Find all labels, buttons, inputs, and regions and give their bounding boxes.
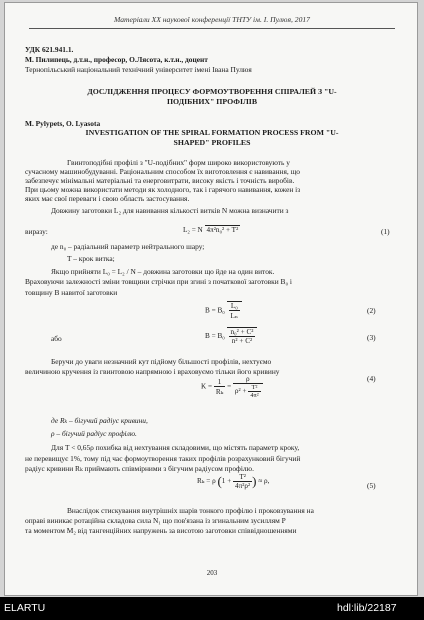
eq5-inner-term: 1 + bbox=[221, 477, 232, 486]
eq2-fraction bbox=[229, 302, 241, 320]
eq3-numerator: n₀² + C² bbox=[230, 328, 254, 336]
para3-line: Якщо прийняти L₀ = L₂ / N – довжина заготовки що йде на один виток. bbox=[51, 267, 275, 276]
eq2-numerator: L₀ bbox=[229, 302, 241, 311]
para3-line: Враховуючи залежності зміни товщини стрічки при згині з початкової заготовки B₀ і bbox=[25, 277, 292, 286]
para2-line: виразу: bbox=[25, 227, 48, 236]
equation-2 bbox=[205, 301, 242, 320]
equation-1 bbox=[183, 225, 240, 234]
eq4-f2-numerator: ρ bbox=[233, 375, 263, 384]
para1-line: забезпечує мінімальні матеріальні та енерговитрати, високу якість і точність виробів. bbox=[25, 176, 295, 185]
authors-en: M. Pylypets, O. Lyasota bbox=[25, 119, 101, 128]
eq4-inner-numerator: T² bbox=[248, 384, 260, 392]
university: Тернопільський національний технічний університет імені Івана Пулюя bbox=[25, 65, 252, 74]
eq3-denominator: n² + C² bbox=[231, 337, 253, 345]
para1-line: Гвинтоподібні профілі з "U-подібних" форм широко використовують у bbox=[67, 158, 290, 167]
where1-line: де n₀ – радіальний параметр нейтрального шару; bbox=[51, 242, 205, 251]
equation-4: K = $\frac{1}{\text{Rₖ}}$ = ρ ρ² + $\frac{\text{T²}}{\text{4π²}}$ bbox=[201, 375, 263, 399]
eq2-radical bbox=[227, 301, 243, 320]
footer-repository-name: ELARTU bbox=[4, 602, 46, 614]
eq1-radicand: 4π²n₀² + T² bbox=[206, 226, 239, 234]
para5-line: не перевищує 1%, тому під час формоутворення таких профілів розрахунковий бігучий bbox=[25, 454, 301, 463]
eq5-rhs: ≈ ρ, bbox=[258, 477, 270, 486]
eq4-lhs: K = bbox=[201, 382, 213, 391]
document-page bbox=[4, 2, 418, 596]
eq4-f2-den-term: ρ² + bbox=[234, 387, 247, 396]
eq3-lhs: B = B₀ bbox=[205, 332, 225, 341]
equation-2-number: (2) bbox=[367, 306, 376, 315]
eq4-inner-denominator: 4π² bbox=[250, 392, 259, 399]
eq2-denominator: Lₙ bbox=[230, 312, 239, 320]
udc-code: УДК 621.941.1. bbox=[25, 45, 74, 54]
page-number: 203 bbox=[206, 569, 218, 577]
eq4-f2-denominator bbox=[233, 384, 263, 399]
para4-line: величиною кручення із гвинтовою напрямною і враховуємо тільки його кривину bbox=[25, 367, 280, 376]
equation-5: Rₖ = ρ (1 + $\frac{\text{T²}}{\text{4π²ρ²}}$ ) ≈ ρ, bbox=[197, 473, 270, 490]
eq4-fraction-2 bbox=[233, 375, 263, 399]
eq4-inner-fraction bbox=[248, 384, 260, 399]
equation-3 bbox=[205, 327, 257, 345]
para6-line: оправі виникає ротаційна складова сила N₁ що пов'язана із згинальним зусиллям P bbox=[25, 516, 286, 525]
equation-5-number: (5) bbox=[367, 481, 376, 490]
eq5-lhs: Rₖ = ρ bbox=[197, 477, 216, 486]
where2-line: ρ – бігучий радіус профілю. bbox=[51, 429, 137, 438]
title-en-line1: INVESTIGATION OF THE SPIRAL FORMATION PROCESS FROM "U- bbox=[85, 128, 339, 137]
eq4-fraction-1 bbox=[214, 378, 225, 396]
where2-line: де Rₖ – бігучий радіус кривини, bbox=[51, 416, 148, 425]
where1-line: T – крок витка; bbox=[67, 254, 115, 263]
header-rule bbox=[29, 28, 395, 29]
title-ua-line1: ДОСЛІДЖЕННЯ ПРОЦЕСУ ФОРМОУТВОРЕННЯ СПІРАЛЕЙ З "U- bbox=[87, 87, 337, 96]
eq5-numerator: T² bbox=[233, 473, 252, 482]
title-ua-line2: ПОДІБНИХ" ПРОФІЛІВ bbox=[166, 97, 258, 106]
para2-line: Довжину заготовки L₂ для навивання кількості витків N можна визначити з bbox=[51, 206, 289, 215]
para1-line: яких має свої переваги і свою область застосування. bbox=[25, 194, 190, 203]
para3-line: товщину B навитої заготовки bbox=[25, 288, 118, 297]
eq5-denominator: 4π²ρ² bbox=[235, 482, 251, 490]
title-en-line2: SHAPED" PROFILES bbox=[173, 138, 251, 147]
repository-footer-bar bbox=[0, 597, 424, 620]
footer-handle-link[interactable]: hdl:lib/22187 bbox=[337, 602, 397, 614]
para5-line: радіус кривини Rₖ приймають співмірними з бігучим радіусом профілю. bbox=[25, 464, 254, 473]
eq3-fraction bbox=[229, 328, 256, 345]
eq3-radical bbox=[227, 327, 258, 345]
para6-line: Внаслідок стискування внутрішніх шарів тонкого профілю і проковзування на bbox=[67, 506, 314, 515]
eq2-lhs: B = B₀ bbox=[205, 306, 225, 315]
eq4-f1-denominator: Rₖ bbox=[215, 388, 224, 396]
eq3-prefix: або bbox=[51, 334, 62, 343]
eq4-f1-numerator: 1 bbox=[214, 378, 225, 387]
para1-line: сучасному машинобудуванні. Раціональним способом їх виготовлення є навивання, що bbox=[25, 167, 300, 176]
equation-4-number: (4) bbox=[367, 374, 376, 383]
para4-line: Беручи до уваги незначний кут підйому більшості профілів, нехтуємо bbox=[51, 357, 272, 366]
eq5-fraction bbox=[233, 473, 252, 490]
authors-ua: М. Пилипець, д.т.н., професор, О.Лясота, к.т.н., доцент bbox=[25, 55, 208, 64]
equation-1-number: (1) bbox=[381, 227, 390, 236]
eq1-lhs: L₂ = N bbox=[183, 226, 203, 234]
running-header: Матеріали XX наукової конференції ТНТУ ім. І. Пулюя, 2017 bbox=[114, 15, 310, 24]
equation-3-number: (3) bbox=[367, 333, 376, 342]
para1-line: При цьому можна використати методи як холодного, так і гарячого навивання, кожен із bbox=[25, 185, 301, 194]
para6-line: та моментом M₂ від тангенційних напружень за висотою заготовки співвідношеннями bbox=[25, 526, 297, 535]
para5-line: Для T < 0,65ρ похибка від нехтування складовими, що містять параметр кроку, bbox=[51, 443, 300, 452]
